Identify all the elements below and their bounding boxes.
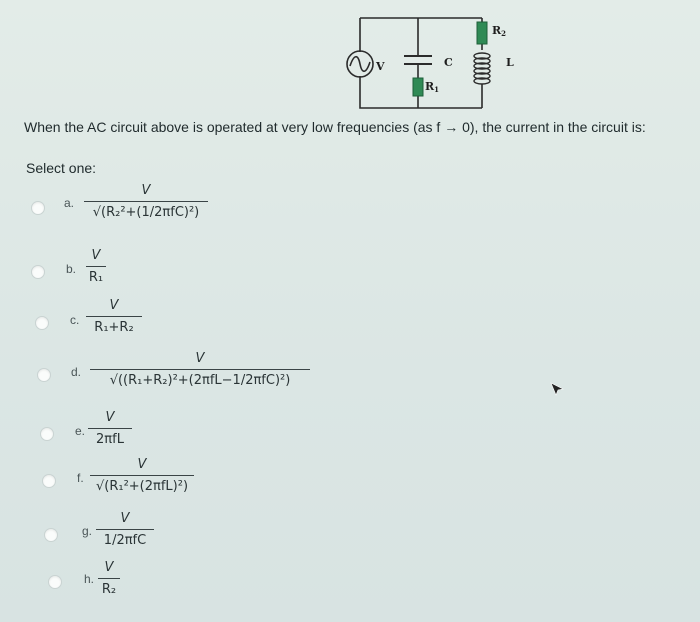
option-c-formula[interactable] [86, 298, 142, 337]
radio-option-g[interactable] [44, 528, 58, 542]
option-e-formula[interactable] [88, 410, 132, 449]
radio-option-c[interactable] [35, 316, 49, 330]
option-d-formula[interactable] [90, 351, 310, 390]
option-c-denominator: R₁+R₂ [94, 320, 134, 335]
option-f-denominator: √(R₁²+(2πfL)²) [95, 479, 189, 494]
option-a-fraction-bar [84, 201, 208, 202]
mouse-pointer-icon [549, 381, 565, 397]
label-r1: R1 [425, 80, 440, 94]
inductor-coil-icon [474, 53, 490, 84]
option-d-letter: d. [71, 365, 82, 379]
option-a-numerator: V [141, 183, 151, 198]
option-e-letter: e. [75, 424, 86, 438]
circuit-diagram [320, 4, 540, 116]
option-c-numerator: V [109, 298, 119, 313]
option-f-letter: f. [77, 471, 84, 485]
option-h-fraction-bar [98, 578, 120, 579]
option-g-denominator: 1/2πfC [103, 533, 147, 548]
option-b-formula[interactable] [86, 248, 106, 287]
option-h-letter: h. [84, 572, 95, 586]
label-r2: R2 [492, 24, 507, 38]
option-g-formula[interactable] [96, 511, 154, 550]
option-g-numerator: V [120, 511, 130, 526]
option-e-denominator: 2πfL [96, 432, 124, 447]
label-l: L [506, 56, 514, 69]
option-c-fraction-bar [86, 316, 142, 317]
option-g-fraction-bar [96, 529, 154, 530]
option-f-formula[interactable] [90, 457, 194, 496]
option-b-letter: b. [66, 262, 77, 276]
option-g-letter: g. [82, 524, 93, 538]
option-e-numerator: V [105, 410, 115, 425]
option-h-numerator: V [104, 560, 114, 575]
option-h-denominator: R₂ [101, 582, 117, 597]
select-one-label: Select one: [26, 160, 97, 176]
option-b-fraction-bar [86, 266, 106, 267]
option-e-fraction-bar [88, 428, 132, 429]
radio-option-b[interactable] [31, 265, 45, 279]
resistor-r1-icon [413, 78, 423, 96]
option-d-fraction-bar [90, 369, 310, 370]
option-a-denominator: √(R₂²+(1/2πfC)²) [92, 205, 200, 220]
option-a-letter: a. [64, 196, 75, 210]
resistor-r2-icon [477, 22, 487, 44]
radio-option-f[interactable] [42, 474, 56, 488]
option-b-denominator: R₁ [88, 270, 104, 285]
question-text: When the AC circuit above is operated at very low frequencies (as f → 0), the current in the circuit is: [24, 119, 646, 135]
radio-option-d[interactable] [37, 368, 51, 382]
ac-source-icon [347, 51, 373, 77]
option-b-numerator: V [91, 248, 101, 263]
capacitor-icon [404, 56, 432, 64]
option-c-letter: c. [70, 313, 80, 327]
option-h-formula[interactable] [98, 560, 120, 599]
option-f-numerator: V [137, 457, 147, 472]
radio-option-e[interactable] [40, 427, 54, 441]
option-d-numerator: V [195, 351, 205, 366]
radio-option-h[interactable] [48, 575, 62, 589]
option-a-formula[interactable] [84, 183, 208, 222]
label-c: C [444, 56, 453, 69]
option-f-fraction-bar [90, 475, 194, 476]
radio-option-a[interactable] [31, 201, 45, 215]
option-d-denominator: √((R₁+R₂)²+(2πfL−1/2πfC)²) [109, 373, 291, 388]
label-v: V [376, 60, 385, 73]
